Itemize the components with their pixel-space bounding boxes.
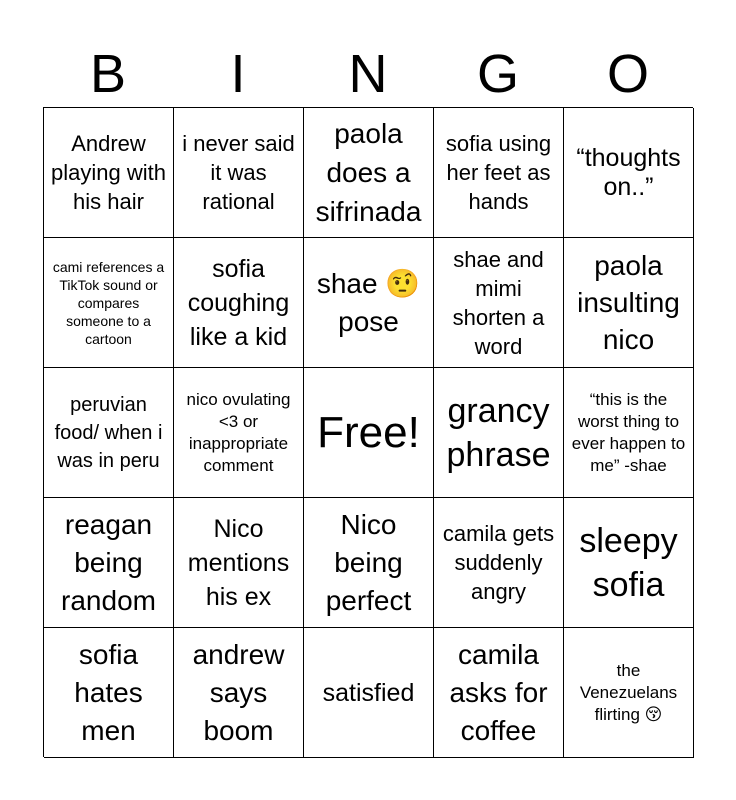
header-letter-n: N — [348, 44, 388, 104]
cell-label: reagan being random — [61, 508, 156, 616]
bingo-grid — [43, 107, 693, 757]
bingo-cell-free[interactable] — [304, 368, 434, 498]
bingo-cell-4-3[interactable] — [304, 498, 434, 628]
bingo-cell-1-5[interactable] — [564, 108, 694, 238]
bingo-cell-3-2[interactable] — [174, 368, 304, 498]
bingo-cell-2-2[interactable] — [174, 238, 304, 368]
cell-label: Nico mentions his ex — [187, 514, 290, 611]
free-space-label: Free! — [317, 407, 420, 457]
header-letter-o: O — [606, 44, 649, 104]
bingo-cell-5-3[interactable] — [304, 628, 434, 758]
bingo-cell-3-5[interactable] — [564, 368, 694, 498]
bingo-cell-2-1[interactable] — [44, 238, 174, 368]
bingo-cell-4-4[interactable] — [434, 498, 564, 628]
bingo-cell-3-1[interactable] — [44, 368, 174, 498]
cell-label: sofia coughing like a kid — [187, 254, 290, 351]
bingo-cell-4-2[interactable] — [174, 498, 304, 628]
bingo-cell-1-2[interactable] — [174, 108, 304, 238]
bingo-cell-1-1[interactable] — [44, 108, 174, 238]
bingo-cell-5-1[interactable] — [44, 628, 174, 758]
cell-label: “this is the worst thing to ever happen to me” -shae — [571, 389, 686, 475]
bingo-cell-4-5[interactable] — [564, 498, 694, 628]
bingo-cell-2-3[interactable] — [304, 238, 434, 368]
header-letter-g: G — [476, 44, 519, 104]
cell-label: sofia using her feet as hands — [445, 131, 552, 214]
header-letter-b: B — [89, 44, 127, 104]
cell-label: Andrew playing with his hair — [51, 131, 166, 214]
bingo-cell-5-4[interactable] — [434, 628, 564, 758]
cell-label: grancy phrase — [446, 391, 551, 474]
cell-label: i never said it was rational — [182, 131, 295, 214]
cell-label: cami references a TikTok sound or compares someone to a cartoon — [52, 258, 165, 347]
cell-label: “thoughts on..” — [576, 143, 681, 201]
bingo-cell-5-5[interactable] — [564, 628, 694, 758]
cell-label: andrew says boom — [192, 638, 285, 746]
cell-label: sleepy sofia — [579, 521, 678, 604]
bingo-cell-2-5[interactable] — [564, 238, 694, 368]
cell-label: sofia hates men — [74, 638, 143, 746]
cell-label: Nico being perfect — [325, 508, 412, 616]
cell-label: peruvian food/ when i was in peru — [54, 393, 163, 472]
bingo-cell-2-4[interactable] — [434, 238, 564, 368]
bingo-cell-3-4[interactable] — [434, 368, 564, 498]
bingo-cell-1-4[interactable] — [434, 108, 564, 238]
cell-label: shae and mimi shorten a word — [452, 246, 545, 359]
cell-label: paola does a sifrinada — [315, 118, 422, 227]
bingo-cell-4-1[interactable] — [44, 498, 174, 628]
header-letter-i: I — [230, 44, 246, 104]
cell-label: nico ovulating <3 or inappropriate comment — [186, 389, 291, 475]
cell-label: satisfied — [322, 678, 415, 707]
cell-label: camila gets suddenly angry — [442, 521, 555, 604]
cell-label: camila asks for coffee — [449, 638, 548, 746]
cell-label: the Venezuelans flirting 😚 — [579, 660, 678, 724]
bingo-header — [43, 40, 693, 108]
bingo-cell-5-2[interactable] — [174, 628, 304, 758]
cell-label: shae 🤨 pose — [316, 267, 421, 337]
cell-label: paola insulting nico — [577, 250, 680, 355]
bingo-cell-1-3[interactable] — [304, 108, 434, 238]
